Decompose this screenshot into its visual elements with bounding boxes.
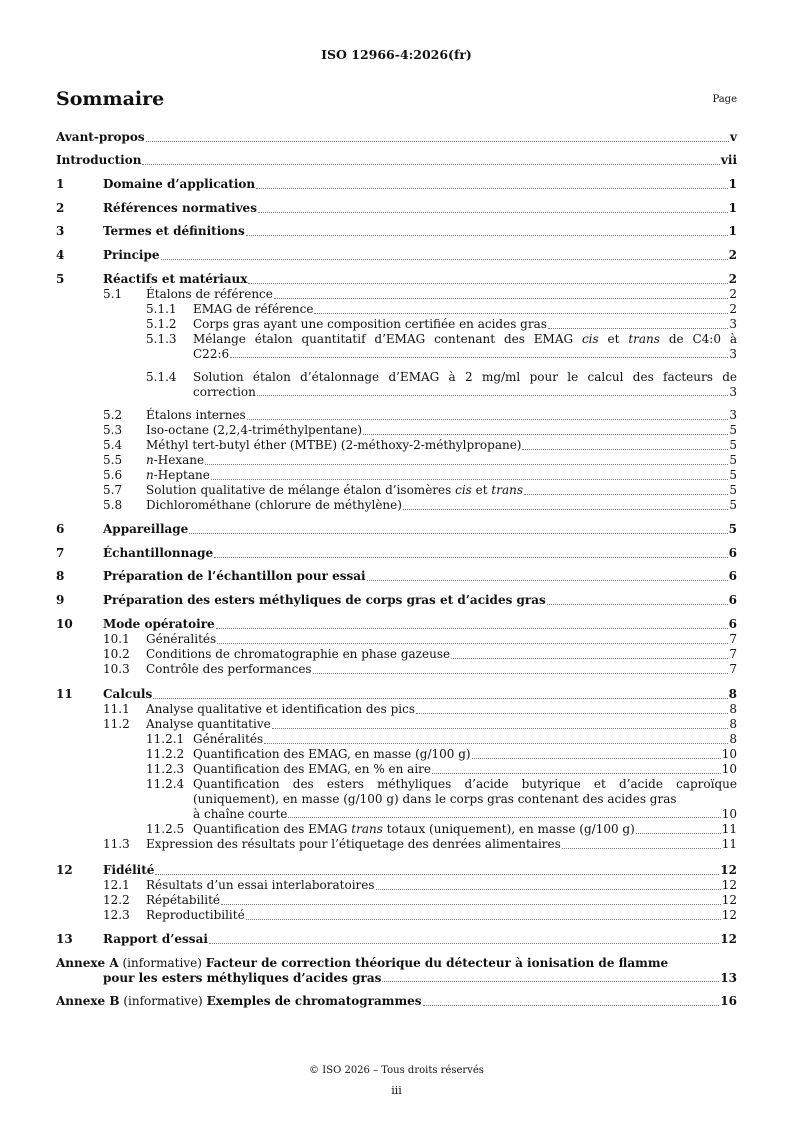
- toc-entry-text: Conditions de chromatographie en phase gazeuse: [146, 647, 451, 661]
- toc-entry-italic: trans: [491, 483, 523, 497]
- toc-page-number: 5: [729, 468, 737, 482]
- toc-entry-text: (uniquement), en masse (g/100 g) dans le corps gras contenant des acides gras: [193, 792, 677, 806]
- toc-section-number: 12.2: [103, 893, 130, 907]
- toc-entry-text: Rapport d’essai: [103, 932, 208, 946]
- toc-section-number: 11.2.1: [146, 732, 185, 746]
- toc-entry-section-5-3[interactable]: [56, 423, 737, 438]
- toc-entry-text: Généralités: [193, 732, 264, 746]
- toc-page-number: 1: [728, 177, 737, 191]
- toc-section-number: 4: [56, 248, 65, 262]
- toc-entry-section-11-2-4[interactable]: [56, 777, 737, 822]
- toc-entry-text: Réactifs et matériaux: [103, 272, 248, 286]
- dot-leader: [189, 533, 727, 534]
- toc-page-number: 7: [729, 647, 737, 661]
- toc-entry-introduction[interactable]: [56, 153, 737, 168]
- dot-leader: [451, 658, 728, 659]
- toc-entry-italic: n: [146, 468, 154, 482]
- toc-entry-italic: n: [146, 453, 154, 467]
- dot-leader: [416, 713, 728, 714]
- toc-entry-text: Quantification des EMAG: [193, 822, 352, 836]
- dot-leader: [217, 643, 728, 644]
- toc-entry-text: Avant-propos: [56, 130, 145, 144]
- toc-section-number: 5.4: [103, 438, 123, 452]
- toc-entry-text: Analyse quantitative: [146, 717, 271, 731]
- toc-entry-section-10-2[interactable]: [56, 647, 737, 662]
- toc-entry-section-5-5[interactable]: [56, 453, 737, 468]
- toc-page-number: 7: [729, 662, 737, 676]
- toc-page-number: 12: [721, 878, 737, 892]
- dot-leader: [288, 817, 720, 818]
- toc-page-number: 5: [729, 498, 737, 512]
- toc-entry-section-4[interactable]: [56, 248, 737, 263]
- toc-page-number: 8: [728, 687, 737, 701]
- dot-leader: [246, 919, 721, 920]
- dot-leader: [216, 628, 728, 629]
- dot-leader: [314, 313, 728, 314]
- dot-leader: [153, 698, 727, 699]
- dot-leader: [547, 604, 728, 605]
- toc-section-number: 5.1: [103, 287, 123, 301]
- toc-page-number: 3: [729, 408, 737, 422]
- toc-entry-section-11-2-1[interactable]: [56, 732, 737, 747]
- toc-page-number: 6: [728, 546, 737, 560]
- dot-leader: [548, 328, 728, 329]
- toc-entry-italic: cis: [581, 332, 599, 346]
- toc-page-number: 8: [729, 702, 737, 716]
- toc-section-number: 2: [56, 201, 65, 215]
- dot-leader: [258, 212, 728, 213]
- toc-entry-text: Mélange étalon quantitatif d’EMAG contenant des EMAG: [193, 332, 582, 346]
- toc-entry-text: Étalons internes: [146, 408, 246, 422]
- dot-leader: [264, 743, 728, 744]
- toc-entry-text: Termes et définitions: [103, 224, 245, 238]
- toc-entry-text: de C4:0 à: [659, 332, 737, 346]
- toc-entry-section-12-1[interactable]: [56, 878, 737, 893]
- annex-type: (informative): [119, 994, 207, 1008]
- toc-entry-text: et: [471, 483, 492, 497]
- toc-section-number: 1: [56, 177, 65, 191]
- toc-page-number: vii: [720, 153, 737, 167]
- toc-entry-text: Dichlorométhane (chlorure de méthylène): [146, 498, 402, 512]
- toc-entry-text: Solution qualitative de mélange étalon d’isomères: [146, 483, 456, 497]
- toc-entry-section-5-1-2[interactable]: [56, 317, 737, 332]
- toc-entry-text: C22:6: [193, 347, 230, 361]
- toc-entry-section-11[interactable]: [56, 687, 737, 702]
- toc-entry-section-10[interactable]: [56, 617, 737, 632]
- toc-entry-text: Préparation de l’échantillon pour essai: [103, 569, 366, 583]
- toc-section-number: 6: [56, 522, 65, 536]
- toc-section-number: 10.2: [103, 647, 130, 661]
- toc-section-number: 10.3: [103, 662, 130, 676]
- annex-type: (informative): [118, 956, 206, 970]
- toc-entry-text: Principe: [103, 248, 160, 262]
- toc-entry-text: Expression des résultats pour l’étiquetage des denrées alimentaires: [146, 837, 561, 851]
- toc-entry-section-5-2[interactable]: [56, 408, 737, 423]
- dot-leader: [221, 904, 721, 905]
- dot-leader: [246, 235, 728, 236]
- toc-entry-section-11-3[interactable]: [56, 837, 737, 852]
- toc-entry-section-5-6[interactable]: [56, 468, 737, 483]
- toc-entry-text: Fidélité: [103, 863, 155, 877]
- toc-section-number: 10: [56, 617, 73, 631]
- page-title: Sommaire: [56, 88, 165, 110]
- toc-section-number: 12.1: [103, 878, 130, 892]
- toc-section-number: 7: [56, 546, 65, 560]
- toc-page-number: 12: [721, 893, 737, 907]
- dot-leader: [432, 773, 721, 774]
- toc-entry-section-11-1[interactable]: [56, 702, 737, 717]
- toc-entry-section-5-1-1[interactable]: [56, 302, 737, 317]
- toc-entry-italic: trans: [351, 822, 383, 836]
- toc-entry-text: Échantillonnage: [103, 546, 214, 560]
- toc-section-number: 11.2.3: [146, 762, 185, 776]
- toc-page-number: 11: [721, 837, 737, 851]
- toc-entry-text: Étalons de référence: [146, 287, 273, 301]
- toc-entry-text: EMAG de référence: [193, 302, 314, 316]
- toc-section-number: 5: [56, 272, 65, 286]
- toc-section-number: 5.7: [103, 483, 123, 497]
- toc-page-number: v: [730, 130, 737, 144]
- dot-leader: [230, 357, 728, 358]
- toc-entry-section-3[interactable]: [56, 224, 737, 239]
- toc-section-number: 5.5: [103, 453, 123, 467]
- toc-entry-text: et: [598, 332, 629, 346]
- toc-page-number: 16: [720, 994, 737, 1008]
- toc-entry-text: pour les esters méthyliques d’acides gras: [103, 971, 382, 985]
- toc-page-number: 5: [729, 423, 737, 437]
- dot-leader: [205, 464, 728, 465]
- toc-entry-section-5-4[interactable]: [56, 438, 737, 453]
- toc-entry-section-5-8[interactable]: [56, 498, 737, 513]
- toc-entry-text: Analyse qualitative et identification des pics: [146, 702, 416, 716]
- dot-leader: [214, 557, 727, 558]
- toc-entry-avant-propos[interactable]: [56, 130, 737, 145]
- toc-page-number: 10: [721, 747, 737, 761]
- toc-entry-text: Répétabilité: [146, 893, 221, 907]
- toc-section-number: 5.6: [103, 468, 123, 482]
- toc-entry-section-12[interactable]: [56, 863, 737, 878]
- toc-entry-section-7[interactable]: [56, 546, 737, 561]
- dot-leader: [155, 874, 719, 875]
- dot-leader: [636, 833, 721, 834]
- toc-entry-section-10-3[interactable]: [56, 662, 737, 677]
- toc-page-number: 1: [728, 201, 737, 215]
- toc-page-number: 3: [729, 317, 737, 331]
- toc-entry-text: Préparation des esters méthyliques de corps gras et d’acides gras: [103, 593, 546, 607]
- toc-entry-section-5-1-4[interactable]: [56, 370, 737, 400]
- toc-entry-text: Quantification des EMAG, en masse (g/100 g): [193, 747, 471, 761]
- toc-entry-text: correction: [193, 385, 256, 399]
- dot-leader: [256, 188, 728, 189]
- toc-page-number: 10: [721, 762, 737, 776]
- toc-page-number: 1: [728, 224, 737, 238]
- copyright-footer: © ISO 2026 – Tous droits réservés: [309, 1065, 484, 1076]
- page-column-label: Page: [712, 94, 737, 105]
- toc-page-number: 3: [729, 385, 737, 399]
- toc-entry-section-10-1[interactable]: [56, 632, 737, 647]
- toc-entry-text: à chaîne courte: [193, 807, 288, 821]
- dot-leader: [209, 943, 719, 944]
- toc-section-number: 12.3: [103, 908, 130, 922]
- toc-section-number: 5.8: [103, 498, 123, 512]
- toc-section-number: 11.2.2: [146, 747, 185, 761]
- toc-entry-text: Quantification des EMAG, en % en aire: [193, 762, 432, 776]
- dot-leader: [403, 509, 728, 510]
- toc-entry-text: Appareillage: [103, 522, 189, 536]
- toc-entry-text: Contrôle des performances: [146, 662, 312, 676]
- dot-leader: [423, 1005, 720, 1006]
- toc-section-number: 11.2: [103, 717, 130, 731]
- toc-entry-section-11-2-3[interactable]: [56, 762, 737, 777]
- toc-page-number: 2: [728, 272, 737, 286]
- toc-page-number: 13: [720, 971, 737, 985]
- toc-section-number: 5.1.1: [146, 302, 177, 316]
- toc-entry-section-11-2[interactable]: [56, 717, 737, 732]
- toc-entry-text: totaux (uniquement), en masse (g/100 g): [382, 822, 635, 836]
- toc-entry-section-1[interactable]: [56, 177, 737, 192]
- toc-page-number: 12: [720, 863, 737, 877]
- toc-entry-section-8[interactable]: [56, 569, 737, 584]
- toc-section-number: 11.1: [103, 702, 130, 716]
- toc-section-number: 13: [56, 932, 73, 946]
- toc-entry-section-12-2[interactable]: [56, 893, 737, 908]
- dot-leader: [161, 259, 728, 260]
- toc-entry-italic: cis: [455, 483, 472, 497]
- toc-section-number: 11.2.4: [146, 777, 185, 791]
- toc-page-number: 11: [721, 822, 737, 836]
- toc-page-number: 7: [729, 632, 737, 646]
- annex-label: Annexe A: [56, 956, 119, 970]
- toc-page-number: 8: [729, 717, 737, 731]
- toc-page-number: 5: [729, 453, 737, 467]
- toc-entry-annex-b[interactable]: [56, 994, 737, 1009]
- toc-entry-section-9[interactable]: [56, 593, 737, 608]
- toc-page-number: 12: [720, 932, 737, 946]
- dot-leader: [524, 494, 728, 495]
- toc-section-number: 10.1: [103, 632, 130, 646]
- dot-leader: [146, 141, 729, 142]
- toc-entry-text: Reproductibilité: [146, 908, 245, 922]
- toc-entry-text: Facteur de correction théorique du détecteur à ionisation de flamme: [205, 956, 669, 970]
- toc-section-number: 5.1.2: [146, 317, 177, 331]
- toc-entry-italic: trans: [628, 332, 660, 346]
- toc-entry-text: Solution étalon d’étalonnage d’EMAG à 2 mg/ml pour le calcul des facteurs de: [193, 370, 737, 384]
- dot-leader: [313, 673, 729, 674]
- dot-leader: [367, 580, 728, 581]
- dot-leader: [272, 728, 729, 729]
- dot-leader: [257, 395, 729, 396]
- toc-entry-text: Iso-octane (2,2,4-triméthylpentane): [146, 423, 363, 437]
- toc-entry-text: -Hexane: [153, 453, 205, 467]
- toc-entry-annex-a[interactable]: [56, 956, 737, 986]
- toc-entry-section-6[interactable]: [56, 522, 737, 537]
- toc-section-number: 11: [56, 687, 73, 701]
- toc-entry-text: Corps gras ayant une composition certifiée en acides gras: [193, 317, 547, 331]
- toc-entry-text: Références normatives: [103, 201, 257, 215]
- toc-entry-text: -Heptane: [153, 468, 210, 482]
- toc-section-number: 8: [56, 569, 65, 583]
- toc-entry-section-11-2-2[interactable]: [56, 747, 737, 762]
- dot-leader: [248, 283, 727, 284]
- toc-page-number: 6: [728, 593, 737, 607]
- toc-entry-text: Calculs: [103, 687, 153, 701]
- toc-entry-section-11-2-5[interactable]: [56, 822, 737, 837]
- toc-section-number: 11.2.5: [146, 822, 185, 836]
- toc-entry-section-12-3[interactable]: [56, 908, 737, 923]
- toc-entry-text: Exemples de chromatogrammes: [206, 994, 422, 1008]
- toc-entry-section-5-7[interactable]: [56, 483, 737, 498]
- toc-entry-section-13[interactable]: [56, 932, 737, 947]
- page-number-footer: iii: [391, 1084, 402, 1097]
- dot-leader: [247, 419, 729, 420]
- annex-label: Annexe B: [56, 994, 120, 1008]
- dot-leader: [274, 298, 728, 299]
- toc-page-number: 2: [729, 287, 737, 301]
- toc-section-number: 12: [56, 863, 73, 877]
- toc-page-number: 8: [729, 732, 737, 746]
- toc-page-number: 12: [721, 908, 737, 922]
- toc-entry-text: Domaine d’application: [103, 177, 256, 191]
- toc-section-number: 5.3: [103, 423, 123, 437]
- toc-page-number: 2: [728, 248, 737, 262]
- toc-section-number: 9: [56, 593, 65, 607]
- dot-leader: [562, 848, 721, 849]
- dot-leader: [211, 479, 729, 480]
- toc-page-number: 2: [729, 302, 737, 316]
- toc-entry-section-5-1-3[interactable]: [56, 332, 737, 362]
- dot-leader: [522, 449, 728, 450]
- document-id-header: ISO 12966-4:2026(fr): [321, 47, 472, 62]
- toc-section-number: 11.3: [103, 837, 130, 851]
- toc-page-number: 6: [728, 569, 737, 583]
- dot-leader: [382, 981, 719, 982]
- toc-entry-section-5-1[interactable]: [56, 287, 737, 302]
- toc-section-number: 5.1.4: [146, 370, 177, 384]
- toc-page-number: 10: [721, 807, 737, 821]
- toc-page-number: 5: [728, 522, 737, 536]
- toc-section-number: 5.2: [103, 408, 123, 422]
- toc-page-number: 5: [729, 438, 737, 452]
- toc-entry-section-5[interactable]: [56, 272, 737, 287]
- dot-leader: [376, 889, 721, 890]
- toc-entry-text: Généralités: [146, 632, 217, 646]
- dot-leader: [363, 434, 728, 435]
- toc-entry-text: Quantification des esters méthyliques d’acide butyrique et d’acide caproïque: [193, 777, 737, 791]
- toc-entry-text: Résultats d’un essai interlaboratoires: [146, 878, 375, 892]
- toc-entry-section-2[interactable]: [56, 201, 737, 216]
- toc-section-number: 5.1.3: [146, 332, 177, 346]
- toc-entry-text: Mode opératoire: [103, 617, 215, 631]
- toc-entry-text: Méthyl tert-butyl éther (MTBE) (2-méthoxy-2-méthylpropane): [146, 438, 522, 452]
- dot-leader: [142, 164, 719, 165]
- toc-page-number: 3: [729, 347, 737, 361]
- toc-page-number: 5: [729, 483, 737, 497]
- dot-leader: [472, 758, 721, 759]
- toc-entry-text: Introduction: [56, 153, 142, 167]
- toc-page-number: 6: [728, 617, 737, 631]
- toc-section-number: 3: [56, 224, 65, 238]
